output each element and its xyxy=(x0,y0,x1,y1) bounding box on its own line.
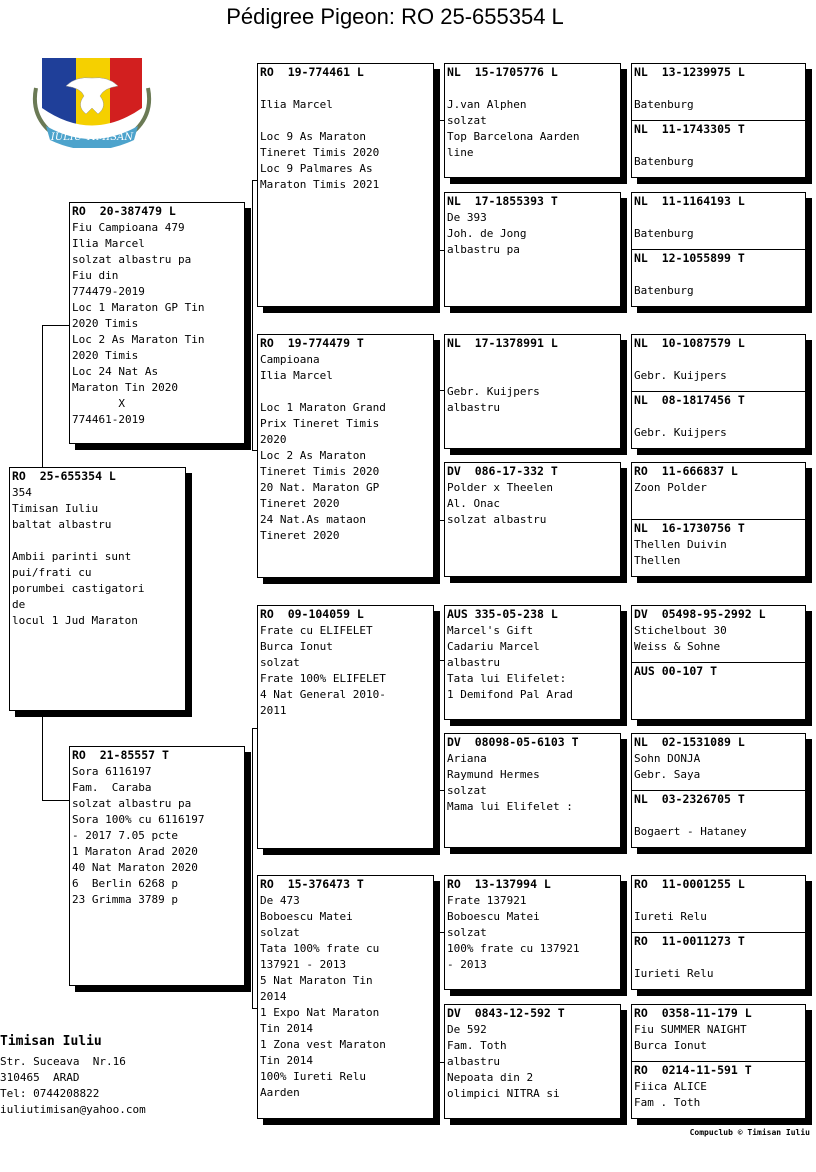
pedigree-box-subject[interactable] xyxy=(9,467,186,711)
pigeon-details: Polder x Theelen Al. Onac solzat albastru xyxy=(447,481,553,526)
pedigree-box-g4-6[interactable] xyxy=(631,391,806,449)
breeder-info xyxy=(0,1034,146,1118)
pigeon-details: Gebr. Kuijpers xyxy=(634,369,727,382)
pigeon-details: Iureti Relu xyxy=(634,910,707,923)
pedigree-box-g4-10[interactable] xyxy=(631,662,806,720)
pigeon-details: Frate cu ELIFELET Burca Ionut solzat Frate 100% ELIFELET 4 Nat General 2010- 2011 xyxy=(260,624,386,717)
pigeon-details: J.van Alphen solzat Top Barcelona Aarden line xyxy=(447,98,580,159)
pedigree-box-g4-15[interactable] xyxy=(631,1004,806,1062)
copyright: Compuclub © Timisan Iuliu xyxy=(689,1128,810,1137)
ring-number: NL 12-1055899 T xyxy=(634,251,745,265)
pigeon-details: Gebr. Kuijpers albastru xyxy=(447,385,540,414)
pigeon-details: Marcel's Gift Cadariu Marcel albastru Tata lui Elifelet: 1 Demifond Pal Arad xyxy=(447,624,573,701)
pedigree-box-dss[interactable] xyxy=(444,605,621,720)
pedigree-box-g4-1[interactable] xyxy=(631,63,806,121)
pigeon-details: De 393 Joh. de Jong albastru pa xyxy=(447,211,527,256)
ring-number: RO 21-85557 T xyxy=(72,748,169,762)
ring-number: NL 11-1164193 L xyxy=(634,194,745,208)
pigeon-details: Fiu SUMMER NAIGHT Burca Ionut xyxy=(634,1023,747,1052)
pedigree-box-dam[interactable] xyxy=(69,746,245,986)
ring-number: NL 17-1855393 T xyxy=(447,194,558,208)
pedigree-box-g4-16[interactable] xyxy=(631,1061,806,1119)
ring-number: DV 086-17-332 T xyxy=(447,464,558,478)
pigeon-details: De 592 Fam. Toth albastru Nepoata din 2 olimpici NITRA si xyxy=(447,1023,560,1100)
breeder-phone: Tel: 0744208822 xyxy=(0,1087,100,1100)
pigeon-details: Fiica ALICE Fam . Toth xyxy=(634,1080,707,1109)
pedigree-box-g4-2[interactable] xyxy=(631,120,806,178)
pigeon-details: Gebr. Kuijpers xyxy=(634,426,727,439)
pigeon-details: Thellen Duivin Thellen xyxy=(634,538,727,567)
pedigree-box-sire[interactable] xyxy=(69,202,245,444)
club-logo xyxy=(26,48,158,148)
pigeon-details: 354 Timisan Iuliu baltat albastru Ambii parinti sunt pui/frati cu porumbei castigatori de locul 1 Jud Maraton xyxy=(12,486,145,627)
pedigree-box-g4-14[interactable] xyxy=(631,932,806,990)
ring-number: RO 0214-11-591 T xyxy=(634,1063,752,1077)
pedigree-box-sd[interactable] xyxy=(257,334,434,578)
pigeon-details: Zoon Polder xyxy=(634,481,707,494)
pigeon-details: Fiu Campioana 479 Ilia Marcel solzat albastru pa Fiu din 774479-2019 Loc 1 Maraton GP Tin 2020 Timis Loc 2 As Maraton Tin 2020 Timis Loc 24 Nat As Maraton Tin 2020 X 774461-2019 xyxy=(72,221,205,426)
pigeon-details: Ilia Marcel Loc 9 As Maraton Tineret Timis 2020 Loc 9 Palmares As Maraton Timis 2021 xyxy=(260,98,380,191)
ring-number: NL 16-1730756 T xyxy=(634,521,745,535)
ring-number: RO 11-0001255 L xyxy=(634,877,745,891)
pedigree-box-g4-5[interactable] xyxy=(631,334,806,392)
ring-number: NL 13-1239975 L xyxy=(634,65,745,79)
ring-number: RO 20-387479 L xyxy=(72,204,176,218)
ring-number: NL 08-1817456 T xyxy=(634,393,745,407)
pigeon-details: Sohn DONJA Gebr. Saya xyxy=(634,752,701,781)
ring-number: NL 11-1743305 T xyxy=(634,122,745,136)
pedigree-box-sss[interactable] xyxy=(444,63,621,178)
ring-number: NL 03-2326705 T xyxy=(634,792,745,806)
pedigree-box-g4-12[interactable] xyxy=(631,790,806,848)
ring-number: NL 02-1531089 L xyxy=(634,735,745,749)
pedigree-box-dd[interactable] xyxy=(257,875,434,1119)
ring-number: RO 25-655354 L xyxy=(12,469,116,483)
breeder-email[interactable]: iuliutimisan@yahoo.com xyxy=(0,1103,146,1116)
pedigree-box-g4-3[interactable] xyxy=(631,192,806,250)
ring-number: RO 0358-11-179 L xyxy=(634,1006,752,1020)
pedigree-box-g4-13[interactable] xyxy=(631,875,806,933)
pedigree-box-sds[interactable] xyxy=(444,334,621,449)
ring-number: NL 17-1378991 L xyxy=(447,336,558,350)
pedigree-box-g4-9[interactable] xyxy=(631,605,806,663)
pigeon-details: Batenburg xyxy=(634,155,694,168)
pedigree-box-g4-7[interactable] xyxy=(631,462,806,520)
pigeon-details: Bogaert - Hataney xyxy=(634,825,747,838)
page-title: Pédigree Pigeon: RO 25-655354 L xyxy=(226,4,564,29)
pigeon-details: Ariana Raymund Hermes solzat Mama lui Elifelet : xyxy=(447,752,573,813)
ring-number: RO 13-137994 L xyxy=(447,877,551,891)
ring-number: DV 0843-12-592 T xyxy=(447,1006,565,1020)
ring-number: DV 05498-95-2992 L xyxy=(634,607,766,621)
ring-number: NL 10-1087579 L xyxy=(634,336,745,350)
pigeon-details xyxy=(632,678,805,680)
pigeon-details: Batenburg xyxy=(634,284,694,297)
pedigree-box-g4-8[interactable] xyxy=(631,519,806,577)
pigeon-details: Campioana Ilia Marcel Loc 1 Maraton Grand Prix Tineret Timis 2020 Loc 2 As Maraton Tineret Timis 2020 20 Nat. Maraton GP Tineret 2020 24 Nat.As mataon Tineret 2020 xyxy=(260,353,386,542)
pedigree-box-ss[interactable] xyxy=(257,63,434,307)
pedigree-box-g4-4[interactable] xyxy=(631,249,806,307)
ring-number: RO 11-666837 L xyxy=(634,464,738,478)
pigeon-details: Stichelbout 30 Weiss & Sohne xyxy=(634,624,727,653)
pigeon-details: Sora 6116197 Fam. Caraba solzat albastru pa Sora 100% cu 6116197 - 2017 7.05 pcte 1 Maraton Arad 2020 40 Nat Maraton 2020 6 Berlin 6268 p 23 Grimma 3789 p xyxy=(72,765,205,906)
ring-number: NL 15-1705776 L xyxy=(447,65,558,79)
ring-number: DV 08098-05-6103 T xyxy=(447,735,579,749)
pedigree-box-ddd[interactable] xyxy=(444,1004,621,1119)
breeder-address: Str. Suceava Nr.16 xyxy=(0,1055,126,1068)
ring-number: RO 19-774461 L xyxy=(260,65,364,79)
pigeon-details: Iurieti Relu xyxy=(634,967,714,980)
pigeon-details: Frate 137921 Boboescu Matei solzat 100% frate cu 137921 - 2013 xyxy=(447,894,580,971)
pedigree-box-g4-11[interactable] xyxy=(631,733,806,791)
pigeon-details: De 473 Boboescu Matei solzat Tata 100% frate cu 137921 - 2013 5 Nat Maraton Tin 2014 1 Expo Nat Maraton Tin 2014 1 Zona vest Maraton Tin 2014 100% Iureti Relu Aarden xyxy=(260,894,386,1099)
ring-number: RO 19-774479 T xyxy=(260,336,364,350)
breeder-city: 310465 ARAD xyxy=(0,1071,80,1084)
ring-number: RO 15-376473 T xyxy=(260,877,364,891)
ring-number: RO 09-104059 L xyxy=(260,607,364,621)
logo-text: IULIU TIMISAN xyxy=(50,132,134,143)
pedigree-box-ssd[interactable] xyxy=(444,192,621,307)
ring-number: AUS 335-05-238 L xyxy=(447,607,558,621)
breeder-name: Timisan Iuliu xyxy=(0,1034,102,1049)
pigeon-details: Batenburg xyxy=(634,98,694,111)
pedigree-box-dsd[interactable] xyxy=(444,733,621,848)
pedigree-box-sdd[interactable] xyxy=(444,462,621,577)
pedigree-box-dds[interactable] xyxy=(444,875,621,990)
ring-number: RO 11-0011273 T xyxy=(634,934,745,948)
ring-number: AUS 00-107 T xyxy=(634,664,718,678)
pigeon-details: Batenburg xyxy=(634,227,694,240)
pedigree-box-ds[interactable] xyxy=(257,605,434,849)
